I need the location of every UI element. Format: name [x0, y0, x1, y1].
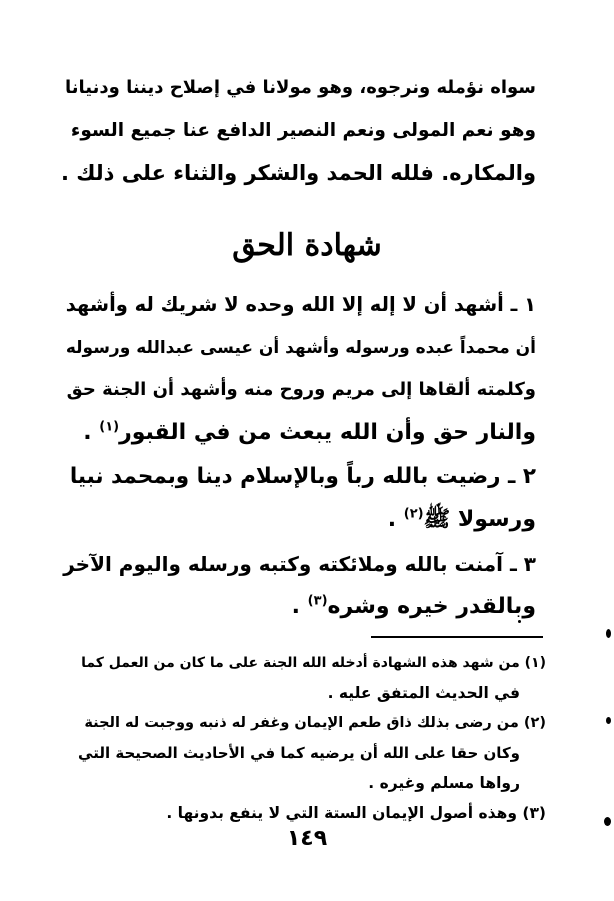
item-text: والنار حق وأن الله يبعث من في القبور: [119, 419, 536, 445]
item-line: وكلمته ألقاها إلى مريم وروح منه وأشهد أن الجنة حق: [66, 379, 536, 400]
footnote-line: رواها مسلم وغيره .: [368, 774, 520, 792]
intro-paragraph: [60, 67, 536, 195]
item-line: ٢ ـ رضيت بالله رباً وبالإسلام دينا وبمحمد نبيا: [69, 464, 536, 489]
scan-speck: [606, 717, 611, 724]
item-text: ورسولا ﷺ: [423, 506, 536, 532]
footnote-marker: (٢): [403, 506, 424, 522]
testimony-item-1: [60, 284, 536, 454]
intro-line: سواه نؤمله ونرجوه، وهو مولانا في إصلاح ديننا ودنيانا: [65, 77, 536, 98]
footnote-marker: (٣): [307, 593, 328, 609]
footnote-1: [70, 648, 546, 708]
item-end: .: [387, 506, 404, 532]
footnote-2: [70, 708, 546, 798]
item-line: أن محمداً عبده ورسوله وأشهد أن عيسى عبدالله ورسوله: [65, 337, 536, 358]
footnote-line: (٣) وهذه أصول الإيمان الستة التي لا ينفع بدونها .: [166, 804, 546, 822]
scan-speck: [518, 620, 521, 623]
footnote-3: [70, 798, 546, 828]
intro-line: وهو نعم المولى ونعم النصير الدافع عنا جميع السوء: [70, 119, 536, 141]
intro-line: والمكاره. فلله الحمد والشكر والثناء على ذلك .: [60, 161, 536, 185]
item-end: .: [291, 593, 308, 619]
page-number: ١٤٩: [286, 826, 328, 851]
item-line: ١ ـ أشهد أن لا إله إلا الله وحده لا شريك له وأشهد: [65, 293, 536, 316]
testimony-item-3: [60, 543, 536, 628]
footnote-separator: [371, 636, 543, 638]
item-line: ٣ ـ آمنت بالله وملائكته وكتبه ورسله واليوم الآخر: [63, 552, 536, 576]
scan-speck: [604, 817, 611, 826]
footnote-line: (٢) من رضى بذلك ذاق طعم الإيمان وغفر له ذنبه ووجبت له الجنة: [84, 715, 546, 731]
footnote-line: في الحديث المتفق عليه .: [327, 684, 520, 702]
footnotes: [70, 648, 546, 828]
testimony-item-2: [60, 456, 536, 541]
item-line-last: [60, 499, 536, 542]
item-end: .: [83, 419, 100, 445]
footnote-line: (١) من شهد هذه الشهادة أدخله الله الجنة على ما كان من العمل كما: [81, 655, 546, 671]
testimony-list: [60, 284, 536, 630]
scan-speck: [606, 629, 611, 638]
footnote-line: وكان حقا على الله أن يرضيه كما في الأحاديث الصحيحة التي: [78, 744, 520, 762]
footnote-marker: (١): [99, 419, 120, 435]
item-line-last: [60, 412, 536, 455]
item-text: وبالقدر خيره وشره: [327, 593, 536, 619]
item-line-last: [60, 586, 536, 629]
section-heading: شهادة الحق: [232, 228, 382, 263]
